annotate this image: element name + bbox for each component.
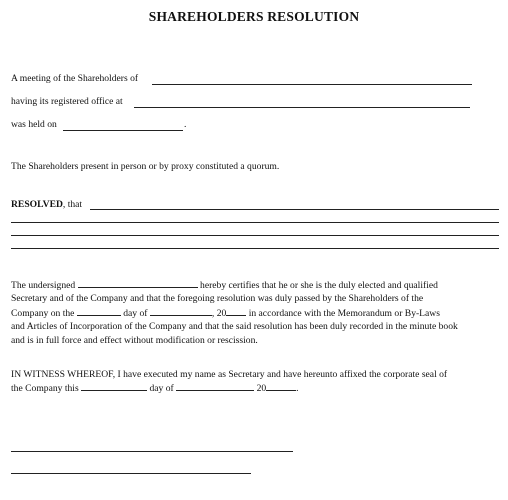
certify-text-a: The undersigned [11,280,76,291]
certify-company-on: Company on the [11,307,75,319]
passed-year-field[interactable] [226,306,246,316]
witness-month-field[interactable] [176,381,254,391]
certification-paragraph [11,278,501,347]
certification-line-5: and is in full force and effect without modification or rescission. [11,334,258,346]
resolved-that: , that [62,199,83,210]
certification-line-1 [11,278,501,292]
certification-line-3 [11,306,501,320]
certification-line-2: Secretary and of the Company and that the foregoing resolution was duly passed by the Shareholders of the [11,293,424,305]
resolution-line-4[interactable] [11,248,499,249]
certify-day-of: day of [123,307,148,319]
resolution-line-3[interactable] [11,235,499,236]
certify-text-b: hereby certifies that he or she is the duly elected and qualified [200,280,438,291]
witness-company-this: the Company this [11,383,79,395]
resolved-label: RESOLVED [11,199,63,210]
witness-paragraph [11,368,501,396]
witness-year-field[interactable] [266,381,296,391]
passed-month-field[interactable] [150,306,212,316]
company-name-field[interactable] [152,84,472,85]
resolution-line-1[interactable] [90,209,499,210]
held-on-label: was held on [11,119,57,130]
certify-bylaws-text: in accordance with the Memorandum or By-Laws [248,307,440,319]
witness-period: . [296,383,299,395]
witness-line-2 [11,381,501,395]
signature-line[interactable] [11,451,293,452]
certification-line-4: and Articles of Incorporation of the Company and that the said resolution has been duly recorded in the minute book [11,321,458,333]
certify-year-prefix: , 20 [211,307,227,319]
meeting-label: A meeting of the Shareholders of [11,73,139,84]
printed-name-line[interactable] [11,473,251,474]
office-label: having its registered office at [11,96,123,107]
witness-day-of: day of [149,383,174,395]
witness-day-field[interactable] [81,381,147,391]
meeting-date-field[interactable] [63,130,183,131]
secretary-name-field[interactable] [78,278,198,288]
page-title: SHAREHOLDERS RESOLUTION [148,9,360,24]
resolved-heading [11,199,82,210]
quorum-statement: The Shareholders present in person or by proxy constituted a quorum. [11,161,280,172]
held-on-period: . [184,119,187,130]
passed-day-field[interactable] [77,306,121,316]
witness-year-prefix: 20 [256,383,267,395]
witness-line-1: IN WITNESS WHEREOF, I have executed my name as Secretary and have hereunto affixed the corporate seal of [11,369,448,380]
resolution-line-2[interactable] [11,222,499,223]
registered-office-field[interactable] [134,107,470,108]
